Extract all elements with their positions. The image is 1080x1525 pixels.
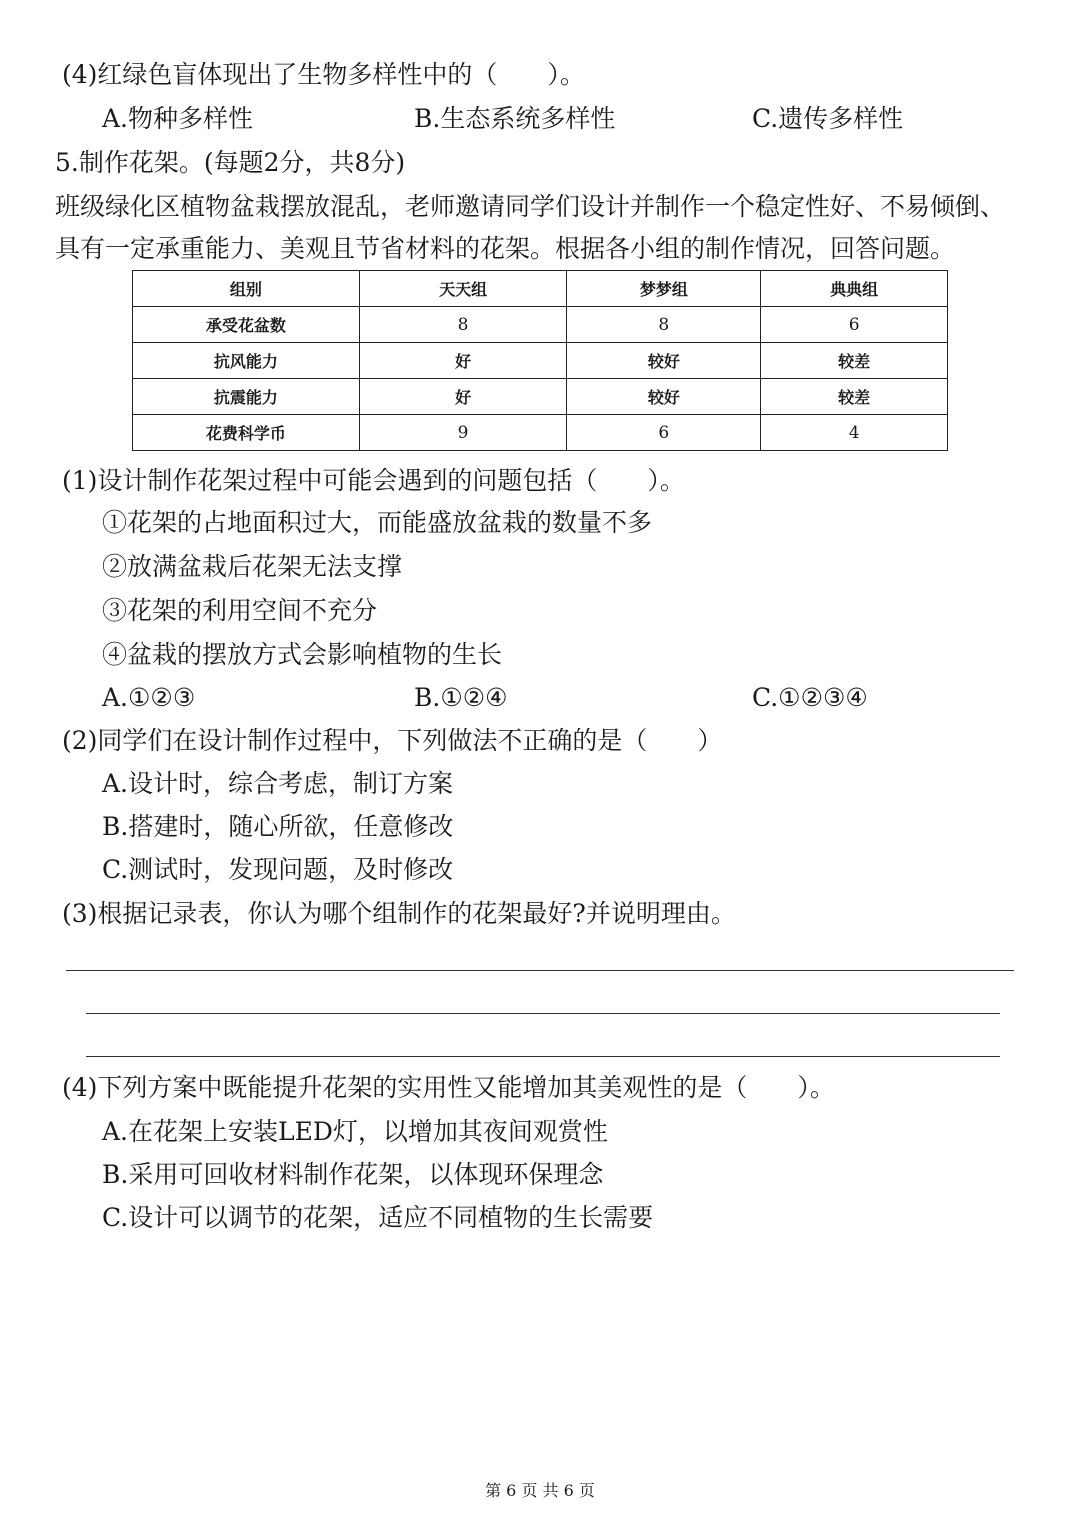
table-header-cell: 典典组 xyxy=(761,271,948,307)
record-table xyxy=(132,270,948,451)
option-c: C.遗传多样性 xyxy=(752,104,904,133)
table-cell: 较好 xyxy=(567,379,761,415)
table-cell: 好 xyxy=(359,343,567,379)
answer-line[interactable] xyxy=(66,970,1014,971)
question-3-stem: (3)根据记录表，你认为哪个组制作的花架最好?并说明理由。 xyxy=(62,899,736,928)
table-row-label: 抗震能力 xyxy=(133,379,360,415)
question-2-option-a: A.设计时，综合考虑，制订方案 xyxy=(102,769,454,798)
table-cell: 4 xyxy=(761,415,948,451)
question-2-option-c: C.测试时，发现问题，及时修改 xyxy=(102,855,454,884)
option-c: C.①②③④ xyxy=(752,683,868,712)
page-footer: 第 6 页 共 6 页 xyxy=(485,1481,595,1500)
table-cell: 6 xyxy=(567,415,761,451)
table-cell: 较差 xyxy=(761,343,948,379)
table-cell: 8 xyxy=(359,307,567,343)
question-4-option-c: C.设计可以调节的花架，适应不同植物的生长需要 xyxy=(102,1203,654,1232)
table-cell: 较好 xyxy=(567,343,761,379)
table-row-label: 抗风能力 xyxy=(133,343,360,379)
answer-line[interactable] xyxy=(86,1013,1000,1014)
table-row xyxy=(133,343,948,379)
section-5-heading: 5.制作花架。(每题2分，共8分) xyxy=(55,148,406,177)
question-2-stem: (2)同学们在设计制作过程中，下列做法不正确的是（ ） xyxy=(62,726,723,755)
table-row xyxy=(133,379,948,415)
section-5-intro-line-1: 班级绿化区植物盆栽摆放混乱，老师邀请同学们设计并制作一个稳定性好、不易倾倒、 xyxy=(55,192,1006,221)
answer-line[interactable] xyxy=(86,1056,1000,1057)
table-cell: 好 xyxy=(359,379,567,415)
question-2-option-b: B.搭建时，随心所欲，任意修改 xyxy=(102,812,454,841)
question-1-stem: (1)设计制作花架过程中可能会遇到的问题包括（ ）。 xyxy=(62,466,685,495)
table-header-cell: 天天组 xyxy=(359,271,567,307)
table-cell: 6 xyxy=(761,307,948,343)
option-a: A.①②③ xyxy=(102,683,196,712)
section-5-intro-line-2: 具有一定承重能力、美观且节省材料的花架。根据各小组的制作情况，回答问题。 xyxy=(55,234,956,263)
table-cell: 较差 xyxy=(761,379,948,415)
table-cell: 8 xyxy=(567,307,761,343)
question-1-item: ①花架的占地面积过大，而能盛放盆栽的数量不多 xyxy=(102,508,653,537)
question-4-stem: (4)下列方案中既能提升花架的实用性又能增加其美观性的是（ ）。 xyxy=(62,1073,835,1102)
question-1-item: ②放满盆栽后花架无法支撑 xyxy=(102,552,403,581)
question-4-prev-stem: (4)红绿色盲体现出了生物多样性中的（ ）。 xyxy=(62,60,585,89)
option-b: B.①②④ xyxy=(414,683,508,712)
question-4-option-a: A.在花架上安装LED灯，以增加其夜间观赏性 xyxy=(102,1117,608,1146)
table-header-cell: 组别 xyxy=(133,271,360,307)
question-4-option-b: B.采用可回收材料制作花架，以体现环保理念 xyxy=(102,1160,604,1189)
table-header-row xyxy=(133,271,948,307)
option-a: A.物种多样性 xyxy=(102,104,254,133)
table-row xyxy=(133,307,948,343)
option-b: B.生态系统多样性 xyxy=(414,104,616,133)
table-cell: 9 xyxy=(359,415,567,451)
table-header-cell: 梦梦组 xyxy=(567,271,761,307)
table-row-label: 花费科学币 xyxy=(133,415,360,451)
question-1-item: ④盆栽的摆放方式会影响植物的生长 xyxy=(102,640,503,669)
question-1-item: ③花架的利用空间不充分 xyxy=(102,596,378,625)
table-row-label: 承受花盆数 xyxy=(133,307,360,343)
table-row xyxy=(133,415,948,451)
